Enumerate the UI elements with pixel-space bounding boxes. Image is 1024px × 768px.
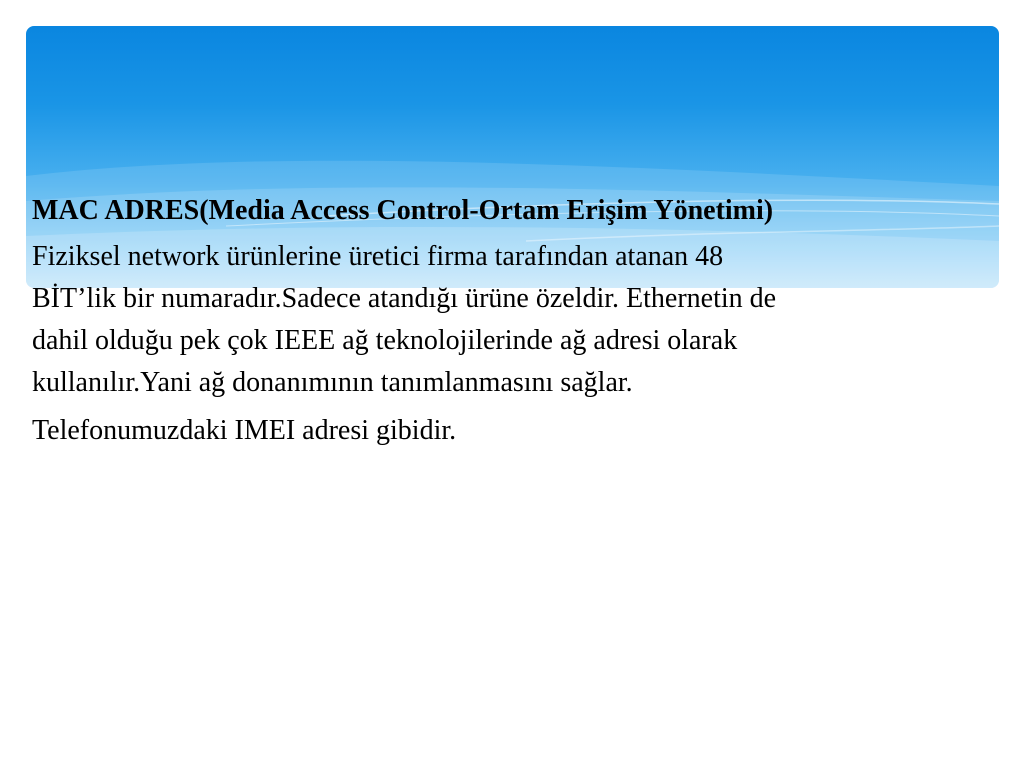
paragraph-line: Fiziksel network ürünlerine üretici firma tarafından atanan 48 <box>32 241 724 272</box>
slide-content <box>32 190 992 452</box>
body-paragraph <box>32 236 992 404</box>
paragraph-line: dahil olduğu pek çok IEEE ağ teknolojilerinde ağ adresi olarak <box>32 325 738 356</box>
body-paragraph-2: Telefonumuzdaki IMEI adresi gibidir. <box>32 415 457 446</box>
slide-heading: MAC ADRES(Media Access Control-Ortam Erişim Yönetimi) <box>32 195 774 226</box>
paragraph-line: kullanılır.Yani ağ donanımının tanımlanmasını sağlar. <box>32 367 633 398</box>
paragraph-line: BİT’lik bir numaradır.Sadece atandığı ürüne özeldir. Ethernetin de <box>32 283 777 314</box>
